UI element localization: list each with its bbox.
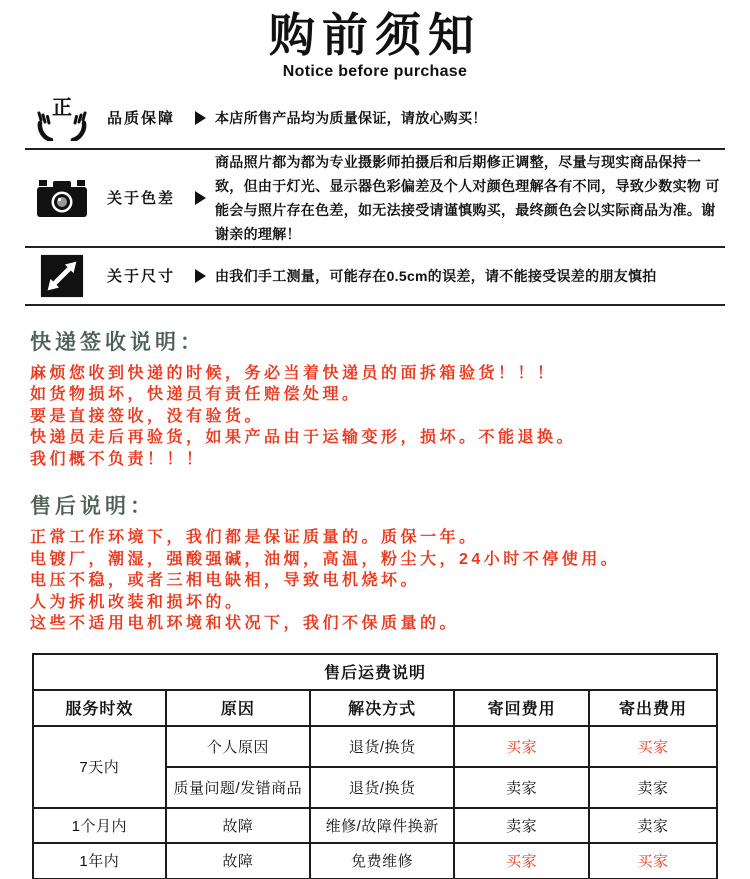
- table-row: [33, 843, 717, 879]
- cell-return-fee: 卖家: [454, 767, 589, 808]
- notice-row-label: 关于色差: [107, 190, 176, 208]
- size-arrow-icon: [33, 253, 91, 299]
- cell-reason: 个人原因: [166, 726, 310, 767]
- cell-reason: 故障: [166, 843, 310, 879]
- cell-return-fee: 买家: [454, 726, 589, 767]
- cell-solution: 维修/故障件换新: [310, 808, 454, 843]
- cell-send-fee: 卖家: [589, 808, 717, 843]
- triangle-bullet-icon: [195, 269, 206, 283]
- delivery-sign-section: [30, 326, 720, 471]
- table-header-row: [33, 690, 717, 726]
- aftersale-heading: 售后说明：: [30, 495, 155, 519]
- page-subtitle: Notice before purchase: [282, 62, 468, 80]
- delivery-sign-line: 要是直接签收，没有验货。: [30, 407, 265, 425]
- table-title: 售后运费说明: [33, 654, 717, 690]
- cell-send-fee: 买家: [589, 726, 717, 767]
- notice-row-label: 品质保障: [107, 110, 176, 128]
- aftersale-section: [30, 490, 720, 635]
- notice-row-text: 商品照片都为都为专业摄影师拍摄后和后期修正调整，尽量与现实商品保持一致，但由于灯光、显示器色彩偏差及个人对颜色理解各有不同，导致少数实物 可能会与照片存在色差，如无法接受请谨慎购买，最终颜色会以实际商品为准。谢谢亲的理解！: [215, 153, 720, 242]
- col-header-service-time: 服务时效: [33, 690, 166, 726]
- aftersale-line: 人为拆机改装和损坏的。: [30, 593, 245, 611]
- table-row: [33, 726, 717, 767]
- table-title-row: [33, 654, 717, 690]
- notice-row-body: [195, 106, 725, 130]
- cell-time: 1个月内: [33, 808, 166, 843]
- col-header-return-fee: 寄回费用: [454, 690, 589, 726]
- page-title: 购前须知: [269, 9, 481, 61]
- notice-row-size: [25, 248, 725, 306]
- aftersale-line: 正常工作环境下，我们都是保证质量的。质保一年。: [30, 529, 479, 547]
- delivery-sign-line: 如货物损坏，快递员有责任赔偿处理。: [30, 386, 362, 404]
- notice-row-quality: [25, 88, 725, 150]
- notice-row-body: [195, 264, 725, 288]
- cell-solution: 退货/换货: [310, 726, 454, 767]
- cell-time: 1年内: [33, 843, 166, 879]
- delivery-sign-line: 麻烦您收到快递的时候，务必当着快递员的面拆箱验货！！！: [30, 364, 557, 382]
- delivery-sign-line: 快递员走后再验货，如果产品由于运输变形，损坏。不能退换。: [30, 429, 577, 447]
- quality-hands-icon: [33, 95, 91, 141]
- page-header: [0, 0, 750, 81]
- cell-send-fee: 买家: [589, 843, 717, 879]
- triangle-bullet-icon: [195, 111, 206, 125]
- notice-row-label: 关于尺寸: [107, 268, 176, 286]
- aftersale-line: 这些不适用电机环境和状况下，我们不保质量的。: [30, 615, 460, 633]
- delivery-sign-line: 我们概不负责！！！: [30, 450, 206, 468]
- shipping-fee-table: [32, 653, 718, 879]
- cell-reason: 质量问题/发错商品: [166, 767, 310, 808]
- col-header-send-fee: 寄出费用: [589, 690, 717, 726]
- cell-send-fee: 卖家: [589, 767, 717, 808]
- col-header-reason: 原因: [166, 690, 310, 726]
- notice-row-color: [25, 150, 725, 248]
- cell-reason: 故障: [166, 808, 310, 843]
- notice-row-text: 本店所售产品均为质量保证，请放心购买！: [215, 109, 487, 126]
- notice-rows: [25, 88, 725, 306]
- delivery-sign-heading: 快递签收说明：: [30, 330, 205, 354]
- camera-icon: [33, 177, 91, 219]
- notice-row-text: 由我们手工测量，可能存在0.5cm的误差，请不能接受误差的朋友慎拍: [215, 267, 657, 284]
- svg-text:正: 正: [52, 96, 72, 119]
- table-row: [33, 808, 717, 843]
- cell-return-fee: 卖家: [454, 808, 589, 843]
- cell-solution: 退货/换货: [310, 767, 454, 808]
- aftersale-line: 电压不稳，或者三相电缺相，导致电机烧坏。: [30, 572, 421, 590]
- cell-time: 7天内: [33, 726, 166, 808]
- cell-solution: 免费维修: [310, 843, 454, 879]
- notice-row-body: [195, 150, 725, 246]
- aftersale-line: 电镀厂，潮湿，强酸强碱，油烟，高温，粉尘大，24小时不停使用。: [30, 550, 621, 568]
- cell-return-fee: 买家: [454, 843, 589, 879]
- col-header-solution: 解决方式: [310, 690, 454, 726]
- triangle-bullet-icon: [195, 191, 206, 205]
